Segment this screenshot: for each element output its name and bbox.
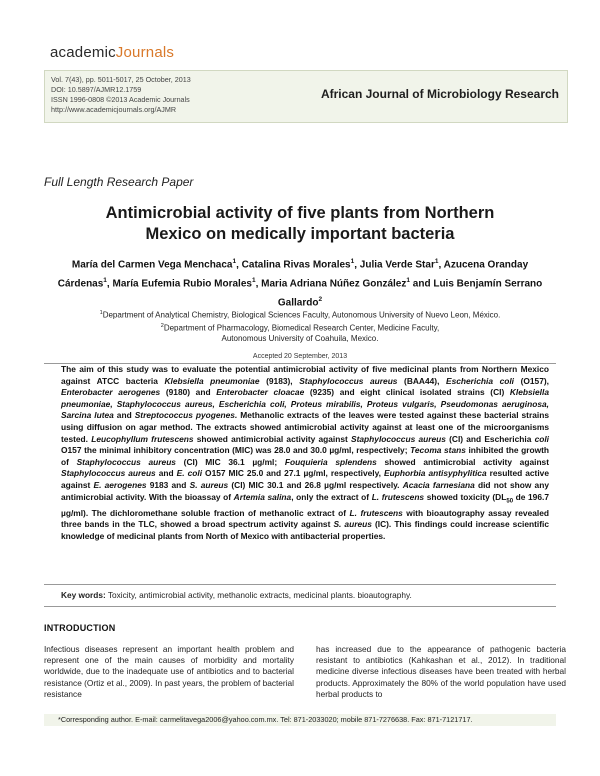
doi-line: DOI: 10.5897/AJMR12.1759 bbox=[51, 85, 142, 94]
affiliation-1: $^1$Department of Analytical Chemistry, Biological Sciences Faculty, Autonomous University of Nuevo Leon, México. bbox=[99, 310, 501, 320]
journal-url[interactable]: http://www.academicjournals.org/AJMR bbox=[51, 105, 177, 114]
publication-meta bbox=[51, 75, 191, 115]
title-line: Mexico on medically important bacteria bbox=[145, 225, 455, 243]
author-name: Maria Adriana Núñez González bbox=[261, 278, 407, 290]
keywords-divider bbox=[44, 584, 556, 585]
keywords-divider-bottom bbox=[44, 606, 556, 607]
author-list: María del Carmen Vega Menchaca$^1$, Catalina Rivas Morales$^1$, Julia Verde Star$^1$, Azucena Oranday Cárdenas$^1$, María Eufemia Rubio Morales$^1$, Maria Adriana Núñez González$^1$ and Luis Benjamín Serrano Gallardo$^2$ bbox=[57, 258, 543, 308]
publisher-logo: academicJournals bbox=[50, 44, 175, 61]
section-heading: INTRODUCTION bbox=[44, 623, 116, 633]
keywords-label: Key words: bbox=[61, 590, 106, 600]
body-column-left: Infectious diseases represent an important health problem and represent one of the main causes of morbidity and mortality worldwide, due to the inadequate use of antibiotics and to bacterial resistance (Ortiz et al., 2009). In past years, the problem of bacterial resistance bbox=[44, 644, 294, 699]
volume-line: Vol. 7(43), pp. 5011-5017, 25 October, 2013 bbox=[51, 75, 191, 84]
author-name: Azucena Oranday Cárdenas bbox=[57, 259, 529, 290]
accepted-date: Accepted 20 September, 2013 bbox=[252, 353, 348, 360]
journal-header-box bbox=[44, 70, 568, 123]
corresponding-author-footnote: *Corresponding author. E-mail: carmelitavega2006@yahoo.com.mx. Tel: 871-2033020; mobile 871-7276638. Fax: 871-7121717. bbox=[44, 714, 556, 726]
author-name: Catalina Rivas Morales bbox=[241, 259, 351, 271]
keywords-text: Toxicity, antimicrobial activity, methanolic extracts, medicinal plants. bioautography. bbox=[105, 590, 412, 600]
keywords bbox=[61, 590, 412, 600]
title-line: Antimicrobial activity of five plants from Northern bbox=[105, 204, 495, 222]
paper-title bbox=[44, 203, 556, 245]
issn-line: ISSN 1996-0808 ©2013 Academic Journals bbox=[51, 95, 190, 104]
author-name: Julia Verde Star bbox=[359, 259, 435, 271]
paper-type: Full Length Research Paper bbox=[44, 175, 194, 189]
author-name: Luis Benjamín Serrano Gallardo bbox=[277, 278, 543, 308]
journal-name: African Journal of Microbiology Research bbox=[320, 87, 559, 101]
affiliations bbox=[40, 308, 560, 344]
abstract: The aim of this study was to evaluate the potential antimicrobial activity of five medicinal plants from Northern Mexico against ATCC bacteria Klebsiella pneumoniae (9183), Staphylococcus aureus (BAA44), Escherichia coli (O157), Enterobacter aerogenes (9180) and Enterobacter cloacae (9235) and eight clinical isolated strains (CI) Klebsiella pneumoniae, Staphylococcus aureus, Escherichia coli, Proteus mirabilis, Proteus vulgaris, Pseudomonas aeruginosa, Sarcina lutea and Streptococcus pyogenes. Methanolic extracts of the leaves were tested against these bacterial strains using diffusion on agar method. The extracts showed antimicrobial activity against at least one of the microorganisms tested. Leucophyllum frutescens showed antimicrobial activity against Staphylococcus aureus (CI) and Escherichia coli O157 the minimal inhibitory concentration (MIC) was 28.0 and 30.0 µg/ml, respectively; Tecoma stans inhibited the growth of Staphylococcus aureus (CI) MIC 36.1 µg/ml; Fouquieria splendens showed antimicrobial activity against Staphylococcus aureus and E. coli O157 MIC 25.0 and 27.1 µg/ml, respectively, Euphorbia antisyphylitica resulted active against E. aerogenes 9183 and S. aureus (CI) MIC 30.1 and 26.8 µg/ml respectively. Acacia farnesiana did not show any antimicrobial activity. With the bioassay of Artemia salina, only the extract of L. frutescens showed toxicity ($DL_{50}$ de 196.7 µg/ml). The dichloromethane soluble fraction of methanolic extract of L. frutescens with bioautography assay revealed three bands in the TLC, showed a broad spectrum activity against S. aureus (IC). This findings could increase scientific knowledge of medicinal plants from North of Mexico with antibacterial properties. bbox=[61, 364, 550, 541]
author-name: María Eufemia Rubio Morales bbox=[112, 278, 252, 290]
body-column-right: has increased due to the appearance of pathogenic bacteria resistant to antibiotics (Kahkashan et al., 2012). In traditional medicine diverse infectious diseases have been treated with herbal products. Approximately the 80% of the world population have used herbal products to bbox=[316, 644, 566, 699]
author-name: María del Carmen Vega Menchaca bbox=[71, 259, 233, 271]
affiliation-2-cont: Autonomous University of Coahuila, Mexico. bbox=[221, 334, 379, 344]
affiliation-2: $^2$Department of Pharmacology, Biomedical Research Center, Medicine Faculty, bbox=[160, 322, 440, 333]
